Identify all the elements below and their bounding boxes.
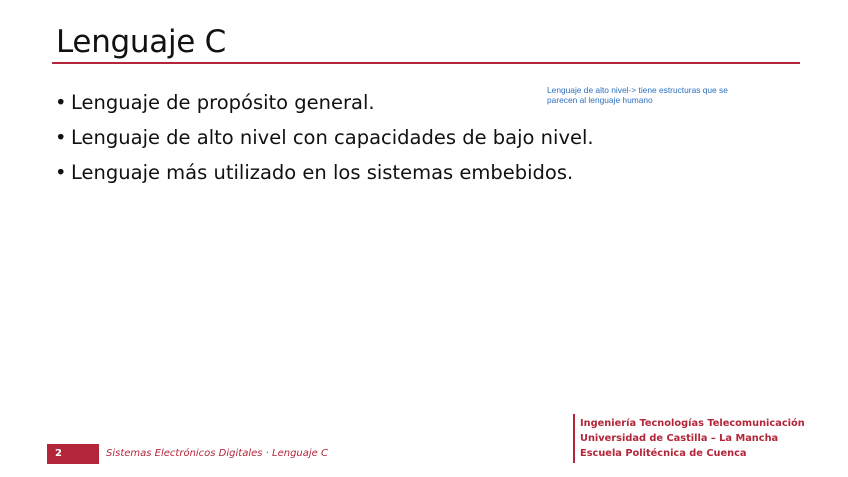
bullet-item [55,160,594,195]
speaker-note [547,85,787,105]
bullet-list [55,90,594,195]
title-divider [52,62,800,64]
institution-line: Escuela Politécnica de Cuenca [580,448,747,459]
note-line: Lenguaje de alto nivel-> tiene estructuras que se [547,85,728,95]
institution-divider [573,414,575,463]
bullet-text: Lenguaje de alto nivel con capacidades de bajo nivel. [71,126,594,149]
note-line: parecen al lenguaje humano [547,95,653,105]
institution-block [580,416,805,461]
bullet-text: Lenguaje de propósito general. [71,91,375,114]
institution-line: Ingeniería Tecnologías Telecomunicación [580,418,805,429]
page-number: 2 [55,448,62,459]
institution-line: Universidad de Castilla – La Mancha [580,433,779,444]
bullet-text: Lenguaje más utilizado en los sistemas embebidos. [71,161,574,184]
bullet-dot-icon: • [55,161,67,184]
bullet-dot-icon: • [55,126,67,149]
footer-course-title: Sistemas Electrónicos Digitales · Lenguaje C [106,448,328,459]
slide-title: Lenguaje C [56,24,226,60]
bullet-item [55,90,594,125]
bullet-item [55,125,594,160]
bullet-dot-icon: • [55,91,67,114]
